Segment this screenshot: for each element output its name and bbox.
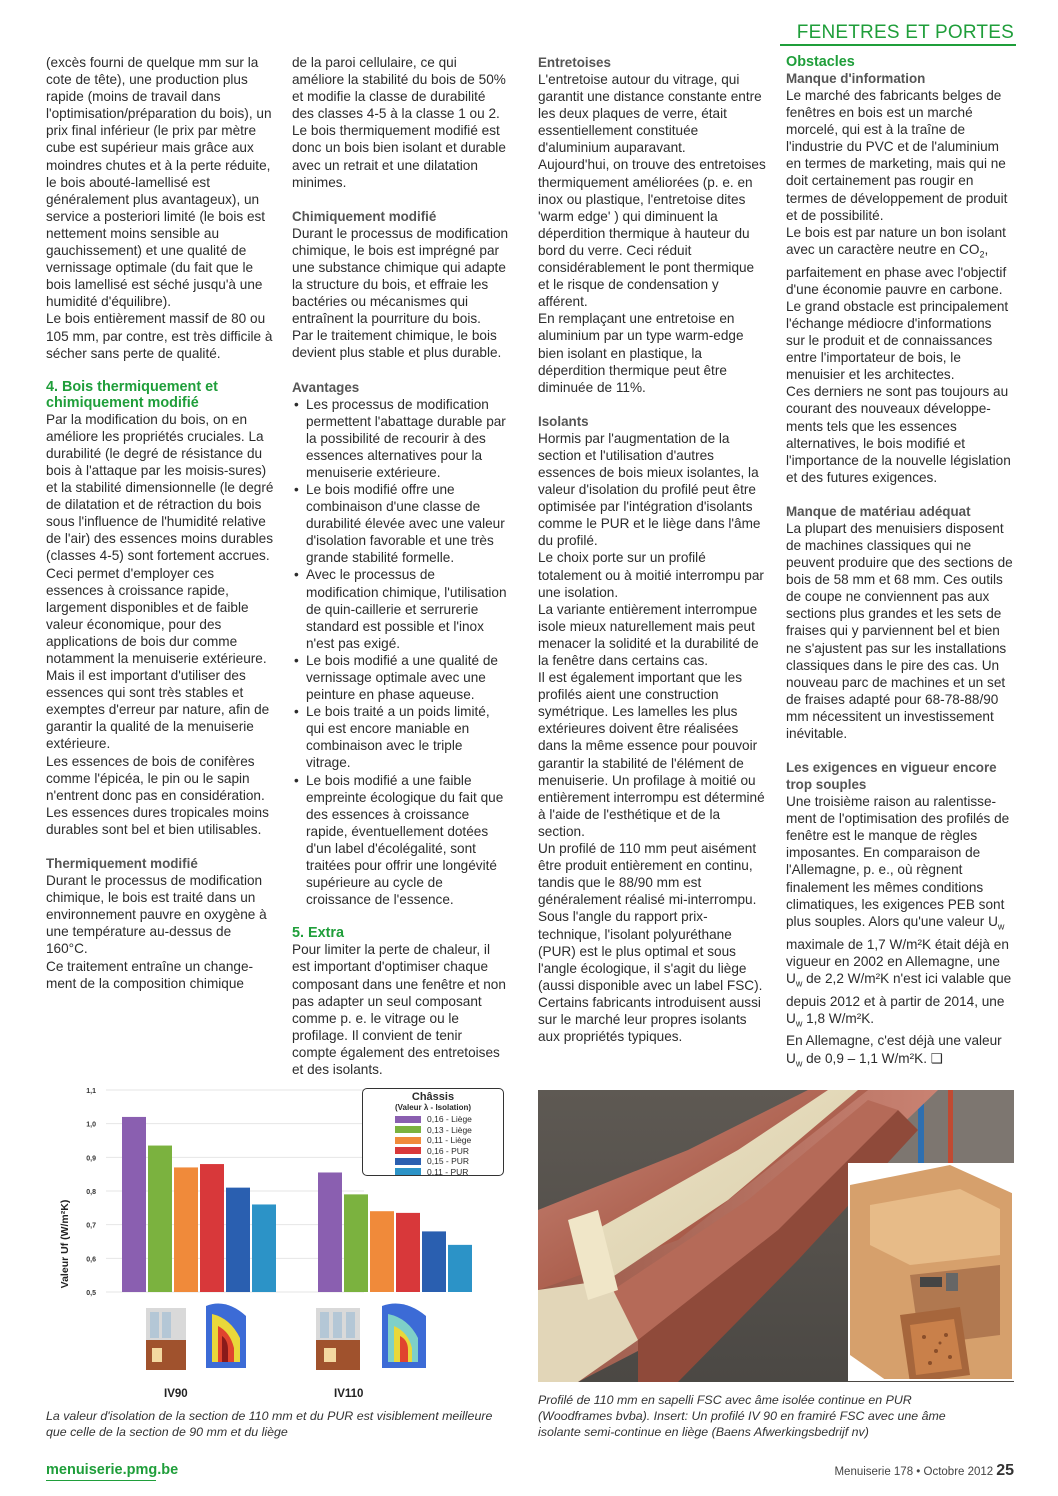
legend-swatch	[395, 1158, 421, 1165]
bar	[370, 1211, 394, 1292]
column-4	[786, 54, 1014, 1072]
list-item: • Le bois modifié a une qualité de vernissage optimale avec une peinture en phase aqueuse.	[292, 652, 510, 703]
bar	[318, 1172, 342, 1292]
column-3	[538, 54, 766, 1045]
bar	[226, 1188, 250, 1292]
legend-swatch	[395, 1168, 421, 1175]
y-tick-label: 1,1	[86, 1088, 96, 1095]
legend-item	[363, 1146, 503, 1157]
y-tick-label: 0,8	[86, 1189, 96, 1196]
legend-label: 0,16 - Liège	[427, 1114, 472, 1125]
bar	[122, 1117, 146, 1292]
section-rule	[780, 44, 1016, 46]
paragraph: Le bois est par nature un bon isolant avec un caractère neutre en $CO_2$, parfaitement en phase avec l'objectif d'une économie pauvre en carbone.	[786, 224, 1007, 297]
inset-illustration	[850, 1165, 1014, 1381]
footer-issue	[834, 1462, 1014, 1480]
legend-label: 0,11 - Liège	[427, 1135, 472, 1146]
list-item: • Avec le processus de modification chimique, l'utilisation de quin-caillerie et serrurerie standard est possible et l'inox n'est pas exigé.	[292, 566, 510, 651]
legend-label: 0,13 - Liège	[427, 1124, 472, 1135]
paragraph: Le choix porte sur un profilé totalement ou à moitié interrompu par une isolation.	[538, 550, 764, 600]
paragraph: En Allemagne, c'est déjà une valeur $U_w$ de 0,9 – 1,1 W/m²K. ❑	[786, 1033, 1002, 1069]
insert-photo-iv90	[848, 1163, 1014, 1381]
paragraph: Sous l'angle du rapport prix-technique, l'isolant polyuréthane (PUR) est le plus optimal et sous l'angle écologique, il s'agit du liège (aussi disponible avec un label FSC). Certains fabricants introduisent aussi sur le marché leur propres isolants aux propriétés typiques.	[538, 909, 763, 1045]
column-2	[292, 54, 510, 1078]
y-tick-label: 0,9	[86, 1155, 96, 1163]
legend-item	[363, 1167, 503, 1178]
section-title: FENETRES ET PORTES	[796, 22, 1014, 43]
legend-swatch	[395, 1126, 421, 1133]
list-item: • Le bois modifié a une faible empreinte écologique du fait que des essences à croissance rapide, éventuellement dotées d'un label d'écolégalité, sont traitées pour offrir une longévité supérieure au cycle de croissance de l'essence.	[292, 772, 510, 909]
legend-item	[363, 1156, 503, 1167]
bar	[200, 1164, 224, 1292]
y-tick-label: 1,0	[86, 1121, 96, 1129]
paragraph: Les essences de bois de conifères comme l'épicéa, le pin ou le sapin n'entrent donc pas en considération. Les essences dures tropicales moins durables sont bel et bien utilisables.	[46, 753, 269, 837]
paragraph: Le marché des fabricants belges de fenêtres en bois est un marché morcelé, qui est à la traîne de l'industrie du PVC et de l'aluminium en termes de marketing, mais qui ne doit certainement pas rougir en termes de développement de produit et de possibilité.	[786, 88, 1008, 223]
chart-legend	[362, 1088, 504, 1176]
bar	[396, 1213, 420, 1292]
paragraph: La plupart des menuisiers disposent de machines classiques qui ne peuvent produire que des sections de bois de 58 mm et 68 mm. Ces outils de coupe ne conviennent pas aux sections plus grandes et les sets de fraises qui y parviennent bel et bien ne s'ajustent pas sur les installations classiques dans le pire des cas. Un nouveau parc de machines et un set de fraises adapté pour 68-78-88/90 mm nécessitent un investissement inévitable.	[786, 520, 1013, 741]
paragraph: Durant le processus de modification chimique, le bois est imprégné par une substance chimique qui adapte la structure du bois, et effraie les bactéries ou mécanismes qui entraînent la pourriture du bois.	[292, 225, 509, 327]
legend-label: 0,16 - PUR	[427, 1145, 470, 1156]
photo-caption: Profilé de 110 mm en sapelli FSC avec âme isolée continue en PUR (Woodframes bvba). Insert: Un profilé IV 90 en framiré FSC avec une âme isolante semi-continue en liège (Baens Afwerkingsbedrijf nv)	[538, 1393, 946, 1439]
paragraph: Hormis par l'augmentation de la section et l'utilisation d'autres essences de bois mieux isolantes, la valeur d'isolation du profilé peut être optimisée par l'intégration d'isolants comme le PUR et le liège dans l'âme du profilé.	[538, 430, 761, 549]
section-thumbnail-iv90	[146, 1304, 246, 1370]
legend-item	[363, 1125, 503, 1136]
chart-caption: La valeur d'isolation de la section de 110 mm et du PUR est visiblement meilleure que celle de la section de 90 mm et du liège	[46, 1409, 493, 1439]
subheading-information: Manque d'information	[786, 71, 926, 86]
heading-4: 4. Bois thermiquement et chimiquement modifié	[46, 378, 218, 411]
paragraph: Ce traitement entraîne un change-ment de la composition chimique	[46, 958, 254, 991]
y-axis-label: Valeur Uf (W/m²K)	[59, 1199, 71, 1289]
x-label-iv90: IV90	[164, 1388, 188, 1400]
list-item: • Les processus de modification permettent l'abattage durable par la possibilité de recourir à des essences alternatives pour la menuiserie extérieure.	[292, 396, 510, 481]
y-tick-label: 0,6	[86, 1256, 96, 1264]
heading-obstacles: Obstacles	[786, 54, 855, 70]
legend-label: 0,15 - PUR	[427, 1156, 470, 1167]
advantages-list	[292, 396, 510, 909]
paragraph: Il est également important que les profilés aient une construction symétrique. Les lamelles les plus extérieures doivent être réalisées dans la même essence pour pouvoir garantir la stabilité de l'élément de menuiserie. Un profilage à moitié ou entièrement interrompu est déterminé à l'aide de l'esthétique et de la section.	[538, 670, 765, 839]
paragraph: Le grand obstacle est principalement l'échange médiocre d'informations sur le produit et de connaissances entre l'importateur de bois, le menuisier et les architectes.	[786, 298, 1009, 383]
uf-chart	[46, 1078, 510, 1404]
paragraph: Par le traitement chimique, le bois devient plus stable et plus durable.	[292, 328, 502, 361]
legend-swatch	[395, 1116, 421, 1123]
heading-5: 5. Extra	[292, 925, 344, 942]
list-item: • Le bois traité a un poids limité, qui est encore maniable en combinaison avec le triple vitrage.	[292, 703, 510, 771]
paragraph: L'entretoise autour du vitrage, qui garantit une distance constante entre les deux plaques de verre, était essentiellement constituée d'aluminium auparavant.	[538, 72, 762, 156]
list-item: • Le bois modifié offre une combinaison d'une classe de durabilité élevée avec une valeur d'isolation favorable et une très grande stabilité formelle.	[292, 481, 510, 566]
page-number: 25	[996, 1462, 1014, 1479]
paragraph: La variante entièrement interrompue isole mieux naturellement mais peut menacer la solidité et la durabilité de la fenêtre dans certains cas.	[538, 601, 759, 668]
legend-item	[363, 1135, 503, 1146]
y-tick-label: 0,5	[86, 1290, 96, 1297]
legend-subtitle: (Valeur λ - Isolation)	[394, 1103, 471, 1112]
bar	[344, 1194, 368, 1292]
paragraph: Une troisième raison au ralentisse-ment de l'optimisation des profilés de fenêtre est le manque de règles imposantes. En comparaison de l'Allemagne, p. e., où règnent finalement les mêmes conditions climatiques, les exigences PEB sont plus souples. Alors qu'une valeur $U_w$ maximale de 1,7 W/m²K était déjà en vigueur en 2002 en Allemagne, une $U_w$ de 2,2 W/m²K n'est ici valable que depuis 2012 et à partir de 2014, une $U_w$ 1,8 W/m²K.	[786, 794, 1012, 1029]
subheading-exigences: Les exigences en vigueur encore trop souples	[786, 760, 997, 793]
paragraph: En remplaçant une entretoise en aluminium par un type warm-edge bien isolant en plastique, la déperdition thermique peut être diminuée de 11%.	[538, 311, 744, 395]
paragraph: Aujourd'hui, on trouve des entretoises thermiquement améliorées (p. e. en inox ou plastique, l'entretoise dites 'warm edge' ) qui diminuent la déperdition thermique à hauteur du bord du verre. Ceci réduit considérablement le pont thermique et le risque de condensation y afférent.	[538, 157, 766, 310]
legend-title: Châssis	[411, 1091, 455, 1103]
paragraph: (excès fourni de quelque mm sur la cote de tête), une production plus rapide (moins de travail dans l'optimisation/préparation du bois), un prix final inférieur (le prix par mètre cube est supérieur mais grâce aux moindres chutes et à la perte réduite, le bois abouté-lamellisé est généralement plus avantageux), un service a posteriori limité (le bois est nettement moins sensible au gauchissement) et une qualité de vernissage optimale (du fait que le bois lamellisé est séché jusqu'à une humidité d'équilibre).	[46, 55, 272, 310]
subheading-avantages: Avantages	[292, 379, 360, 395]
column-1	[46, 54, 274, 992]
bar	[148, 1146, 172, 1292]
subheading-materiau: Manque de matériau adéquat	[786, 503, 971, 519]
bar	[422, 1231, 446, 1292]
legend-item	[363, 1114, 503, 1125]
bar	[174, 1167, 198, 1292]
y-tick-label: 0,7	[86, 1222, 96, 1230]
paragraph: Un profilé de 110 mm peut aisément être produit entièrement en continu, tandis que le 88/90 mm est généralement réalisé mi-interrompu.	[538, 841, 757, 908]
footer-rule	[46, 1480, 156, 1481]
section-thumbnail-iv110	[316, 1304, 426, 1370]
paragraph: Pour limiter la perte de chaleur, il est important d'optimiser chaque composant dans une fenêtre et non pas adapter un seul composant comme p. e. le vitrage ou le profilage. Il convient de tenir compte également des entretoises et des isolants.	[292, 942, 506, 1077]
paragraph: Ces derniers ne sont pas toujours au courant des nouveaux développe-ments tels que les essences alternatives, le bois modifié et l'importance de la nouvelle législation et des futures exigences.	[786, 384, 1011, 485]
paragraph: Le bois thermiquement modifié est donc un bois bien isolant et durable avec un retrait et une dilatation minimes.	[292, 123, 506, 190]
subheading-entretoises: Entretoises	[538, 55, 611, 70]
paragraph: Durant le processus de modification chimique, le bois est traité dans un environnement pauvre en oxygène à une température au-dessus de 160°C.	[46, 873, 267, 957]
paragraph: Par la modification du bois, on en améliore les propriétés cruciales. La durabilité (le degré de résistance du bois à l'attaque par les moisis-sures) et la stabilité dimensionnelle (le degré de dilatation et de rétraction du bois sous l'influence de l'humidité relative de l'air) des essences moins durables (classes 4-5) sont fortement accrues. Ceci permet d'employer ces essences à croissance rapide, largement disponibles et de faible valeur économique, pour des applications de bois dur comme notamment la menuiserie extérieure. Mais il est important d'utiliser des essences qui sont très stables et exemptes d'erreur par nature, afin de garantir la qualité de la menuiserie extérieure.	[46, 411, 274, 752]
bar	[448, 1245, 472, 1292]
paragraph: Le bois entièrement massif de 80 ou 105 mm, par contre, est très difficile à sécher sans perte de qualité.	[46, 311, 273, 361]
subheading-isolants: Isolants	[538, 413, 589, 429]
legend-swatch	[395, 1137, 421, 1144]
legend-label: 0,11 - PUR	[427, 1166, 469, 1177]
paragraph: de la paroi cellulaire, ce qui améliore la stabilité du bois de 50% et modifie la classe de durabilité des classes 4-5 à la classe 1 ou 2.	[292, 55, 506, 122]
legend-swatch	[395, 1147, 421, 1154]
subheading-chim: Chimiquement modifié	[292, 208, 437, 224]
bar	[252, 1204, 276, 1292]
subheading-thermo: Thermiquement modifié	[46, 856, 198, 872]
x-label-iv110: IV110	[334, 1388, 364, 1400]
site-link[interactable]: menuiserie.pmg.be	[46, 1462, 179, 1478]
issue-label: Menuiserie 178 • Octobre 2012	[834, 1466, 994, 1478]
